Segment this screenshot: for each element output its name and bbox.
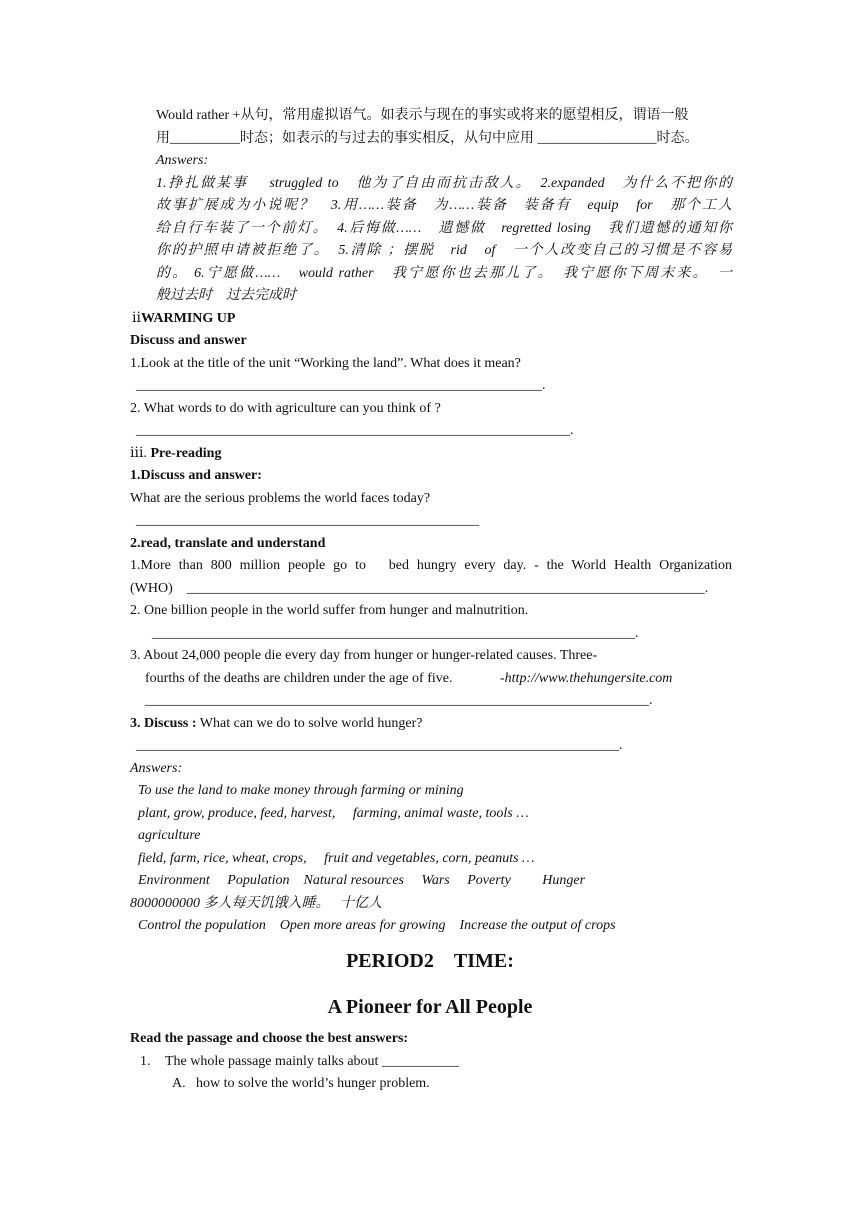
passage-title: A Pioneer for All People [327, 996, 533, 1018]
answer-blank: ________________________________________________________________________. [145, 693, 653, 708]
discuss-question [130, 714, 423, 734]
answer-blank: ______________________________________________________________. [136, 423, 574, 438]
warming-up-heading [132, 309, 235, 329]
statement-3: 3. About 24,000 people die every day from hunger or hunger-related causes. Three- [130, 648, 598, 663]
answer-blank: __________________________________________________________. [136, 378, 546, 393]
discuss-text: What can we do to solve world hunger? [196, 716, 423, 731]
discuss-and-answer-heading: Discuss and answer [130, 333, 247, 348]
section-number: ⅲ. [130, 446, 147, 461]
answer-blank: _________________________________________________ [136, 513, 479, 528]
answer-item: Control the population Open more areas for growing Increase the output of crops [138, 918, 616, 933]
question-number: 1. [140, 1054, 151, 1069]
answer-line-6: 般过去时 过去完成时 [156, 288, 296, 303]
answer-blank: _____________________________________________________________________. [136, 738, 623, 753]
pre-reading-heading [130, 444, 221, 464]
answer-item: plant, grow, produce, feed, harvest, farming, animal waste, tools … [138, 806, 529, 821]
question-text: The whole passage mainly talks about ___________ [165, 1054, 459, 1069]
source-link[interactable]: -http://www.thehungersite.com [500, 671, 673, 686]
who-label: (WHO) [130, 581, 173, 596]
discuss-label: 3. Discuss : [130, 716, 197, 731]
answer-line-5: 的。 6.宁愿做…… would rather 我宁愿你也去那儿了。 我宁愿你下周末来。 一 [156, 266, 732, 281]
option-text: how to solve the world’s hunger problem. [196, 1076, 430, 1091]
answer-blank: __________________________________________________________________________. [186, 581, 709, 596]
intro-line-2: 用__________时态；如表示的与过去的事实相反，从句中应用 _________________时态。 [156, 131, 699, 146]
answer-item: agriculture [138, 828, 201, 843]
period-title: PERIOD2 TIME: [346, 950, 514, 972]
answer-line-3: 给自行车装了一个前灯。 4.后悔做…… 遗憾做 regretted losing 我们遗憾的通知你 [156, 221, 732, 236]
statement-3-cont: fourths of the deaths are children under the age of five. [145, 671, 453, 686]
warming-question-1: 1.Look at the title of the unit “Working the land”. What does it mean? [130, 356, 521, 371]
pre-reading-question: What are the serious problems the world faces today? [130, 491, 431, 506]
discuss-subheading: 1.Discuss and answer: [130, 468, 262, 483]
answer-line-1: 1.挣扎做某事 struggled to 他为了自由而抗击敌人。 2.expanded 为什么不把你的 [156, 176, 732, 191]
statement-2: 2. One billion people in the world suffer from hunger and malnutrition. [130, 603, 529, 618]
answer-item: 8000000000 多人每天饥饿入睡。 十亿人 [130, 896, 382, 911]
answer-line-2: 故事扩展成为小说呢？ 3.用……装备 为……装备 装备有 equip for 那个工人 [156, 198, 732, 213]
warming-question-2: 2. What words to do with agriculture can you think of ? [130, 401, 441, 416]
section-title: Pre-reading [150, 446, 222, 461]
statement-1: 1.More than 800 million people go to bed hungry every day. - the World Health Organization [130, 558, 732, 573]
instruction: Read the passage and choose the best answers: [130, 1031, 409, 1046]
answers-label: Answers: [130, 761, 183, 776]
translate-subheading: 2.read, translate and understand [130, 536, 326, 551]
answer-item: To use the land to make money through farming or mining [138, 783, 464, 798]
answers-label: Answers: [156, 153, 209, 168]
section-number: ⅱ [132, 311, 141, 326]
answer-item: field, farm, rice, wheat, crops, fruit and vegetables, corn, peanuts … [138, 851, 535, 866]
intro-line-1: Would rather +从句，常用虚拟语气。如表示与现在的事实或将来的愿望相反，谓语一般 [156, 108, 689, 123]
answer-blank: _____________________________________________________________________. [152, 626, 639, 641]
answer-line-4: 你的护照申请被拒绝了。 5.清除 ；摆脱 rid of 一个人改变自己的习惯是不容易 [156, 243, 732, 258]
section-title: WARMING UP [140, 311, 236, 326]
option-label: A. [172, 1076, 186, 1091]
answer-item: Environment Population Natural resources Wars Poverty Hunger [138, 873, 586, 888]
statement-1-cont [130, 579, 708, 599]
